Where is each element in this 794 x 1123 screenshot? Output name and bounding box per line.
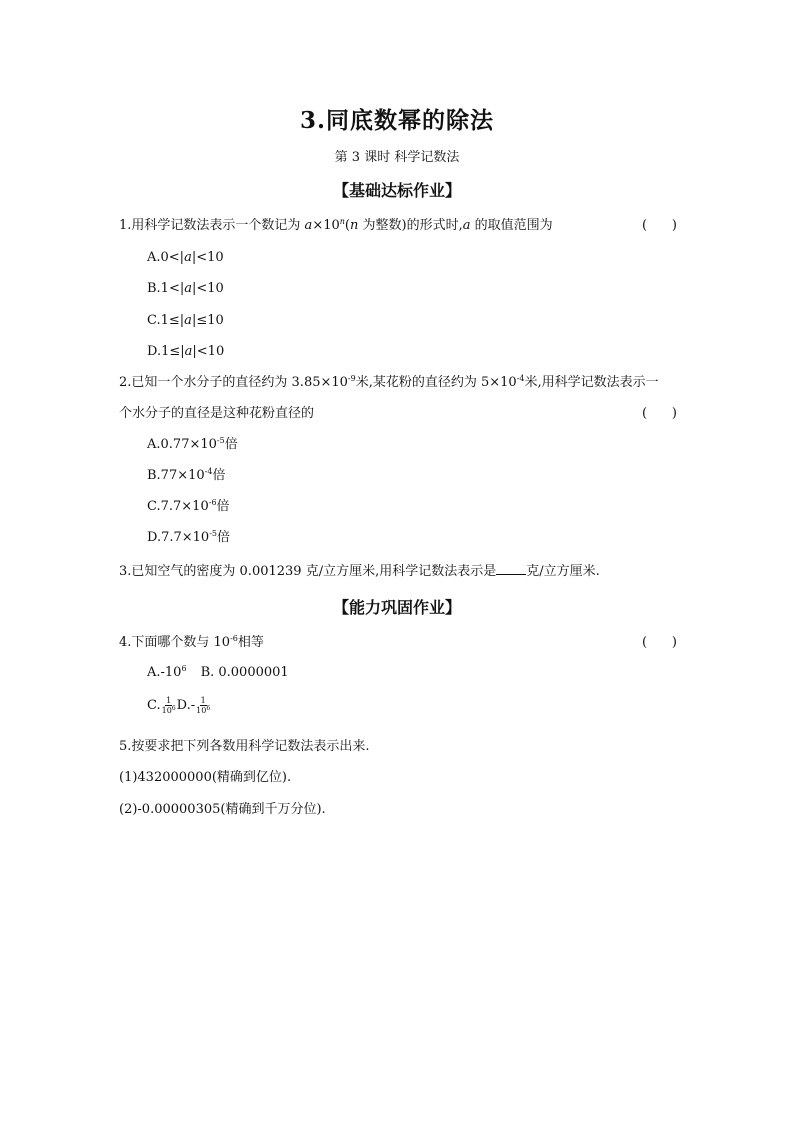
fraction: $\frac{1}{10^6}$ — [161, 696, 176, 715]
question-2-stem-line-2: 个水分子的直径是这种花粉直径的 — [119, 406, 315, 421]
section-ability-heading: 【能力巩固作业】 — [332, 598, 461, 617]
question-5-part-2: (2)-0.00000305(精确到千万分位). — [119, 802, 326, 817]
question-4-option-b: B. 0.0000001 — [200, 665, 289, 680]
question-4-option-d: D.- $\frac{1}{10^6}$ — [176, 696, 211, 715]
question-3: 3.已知空气的密度为 0.001239 克/立方厘米,用科学记数法表示是 克/立方厘米. — [119, 564, 600, 579]
question-4-option-a: $A.-10^6$ — [147, 664, 187, 680]
question-4-answer-paren: ( ) — [642, 635, 677, 650]
fraction: $\frac{1}{10^6}$ — [196, 696, 211, 715]
question-4-options-ab — [147, 665, 289, 681]
question-4-option-c: C. $\frac{1}{10^6}$ — [147, 696, 176, 715]
question-1-option-b: B.1<|a|<10 — [147, 281, 224, 296]
question-2-option-c: $C.7.7\times 10^{-6}$倍 — [147, 498, 230, 514]
answer-blank[interactable] — [496, 562, 526, 575]
page-subtitle: 第 3 课时 科学记数法 — [334, 150, 460, 165]
question-1-option-a: A.0<|a|<10 — [147, 250, 224, 265]
question-4-options-cd — [147, 696, 211, 715]
question-5-part-1: (1)432000000(精确到亿位). — [119, 770, 292, 785]
question-1-option-c: C.1≤|a|≤10 — [147, 313, 224, 328]
question-2-option-a: $A.0.77\times 10^{-5}$倍 — [147, 436, 238, 452]
question-2-option-b: $B.77\times 10^{-4}$倍 — [147, 467, 226, 483]
question-2-answer-paren: ( ) — [642, 406, 677, 421]
question-2-stem-line-1: 2.已知一个水分子的直径约为 $3.85\times 10^{-9}$米,某花粉的直径约为 $5\times 10^{-4}$米,用科学记数法表示一 — [119, 374, 659, 390]
question-2-option-d: $D.7.7\times 10^{-5}$倍 — [147, 529, 231, 545]
page-title: 3.同底数幂的除法 — [299, 107, 494, 134]
question-1-answer-paren: ( ) — [642, 218, 677, 233]
question-5-stem: 5.按要求把下列各数用科学记数法表示出来. — [119, 739, 370, 754]
section-basic-heading: 【基础达标作业】 — [332, 181, 461, 200]
question-1-option-d: D.1≤|a|<10 — [147, 344, 225, 359]
question-1-stem: 1.用科学记数法表示一个数记为 $a\times 10^n(n$ 为整数)的形式时,a 的取值范围为 — [119, 217, 553, 233]
question-4-stem: 4.下面哪个数与 $10^{-6}$相等 — [119, 634, 264, 650]
